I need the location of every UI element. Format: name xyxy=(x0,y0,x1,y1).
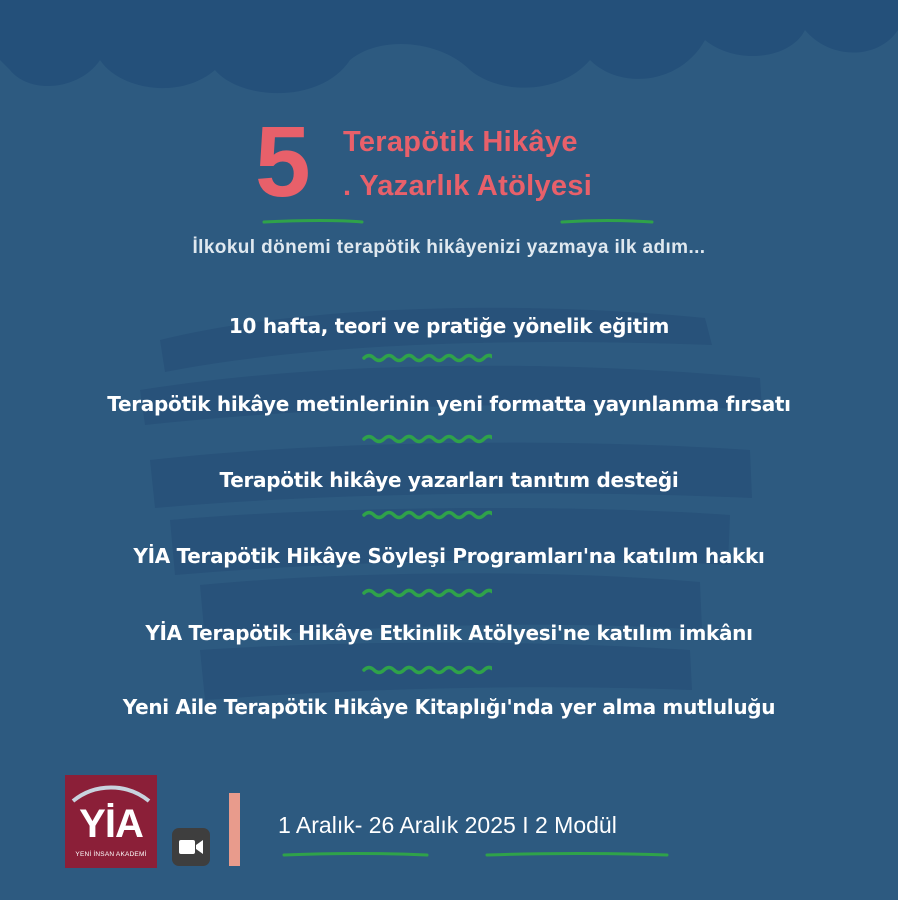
feature-2: Terapötik hikâye metinlerinin yeni formatta yayınlanma fırsatı xyxy=(107,392,791,416)
wave-divider-2 xyxy=(362,433,492,445)
logo-subtext: YENİ İNSAN AKADEMİ xyxy=(75,851,147,858)
title-underline xyxy=(262,215,662,227)
top-scallops xyxy=(0,0,898,93)
feature-3: Terapötik hikâye yazarları tanıtım desteği xyxy=(219,468,679,492)
logo-text: YİA xyxy=(79,802,143,846)
title-line-2: . Yazarlık Atölyesi xyxy=(343,170,593,202)
feature-6: Yeni Aile Terapötik Hikâye Kitaplığı'nda yer alma mutluluğu xyxy=(122,695,776,719)
subtitle: İlkokul dönemi terapötik hikâyenizi yazmaya ilk adım... xyxy=(192,237,706,258)
feature-4: YİA Terapötik Hikâye Söyleşi Programları'na katılım hakkı xyxy=(133,544,765,568)
wave-divider-4 xyxy=(362,587,492,599)
yia-logo xyxy=(65,775,157,868)
title-block xyxy=(255,106,675,218)
wave-divider-5 xyxy=(362,664,492,676)
title-number: 5 xyxy=(255,106,311,218)
video-camera-icon xyxy=(172,828,210,866)
footer-underline xyxy=(282,850,682,860)
date-text: 1 Aralık- 26 Aralık 2025 I 2 Modül xyxy=(278,812,617,838)
feature-5: YİA Terapötik Hikâye Etkinlik Atölyesi'ne katılım imkânı xyxy=(145,621,753,645)
feature-1: 10 hafta, teori ve pratiğe yönelik eğitim xyxy=(228,314,670,338)
wave-divider-1 xyxy=(362,352,492,364)
logo-arc xyxy=(65,775,157,805)
wave-divider-3 xyxy=(362,509,492,521)
divider-bar xyxy=(229,793,240,866)
title-line-1: Terapötik Hikâye xyxy=(343,126,578,158)
